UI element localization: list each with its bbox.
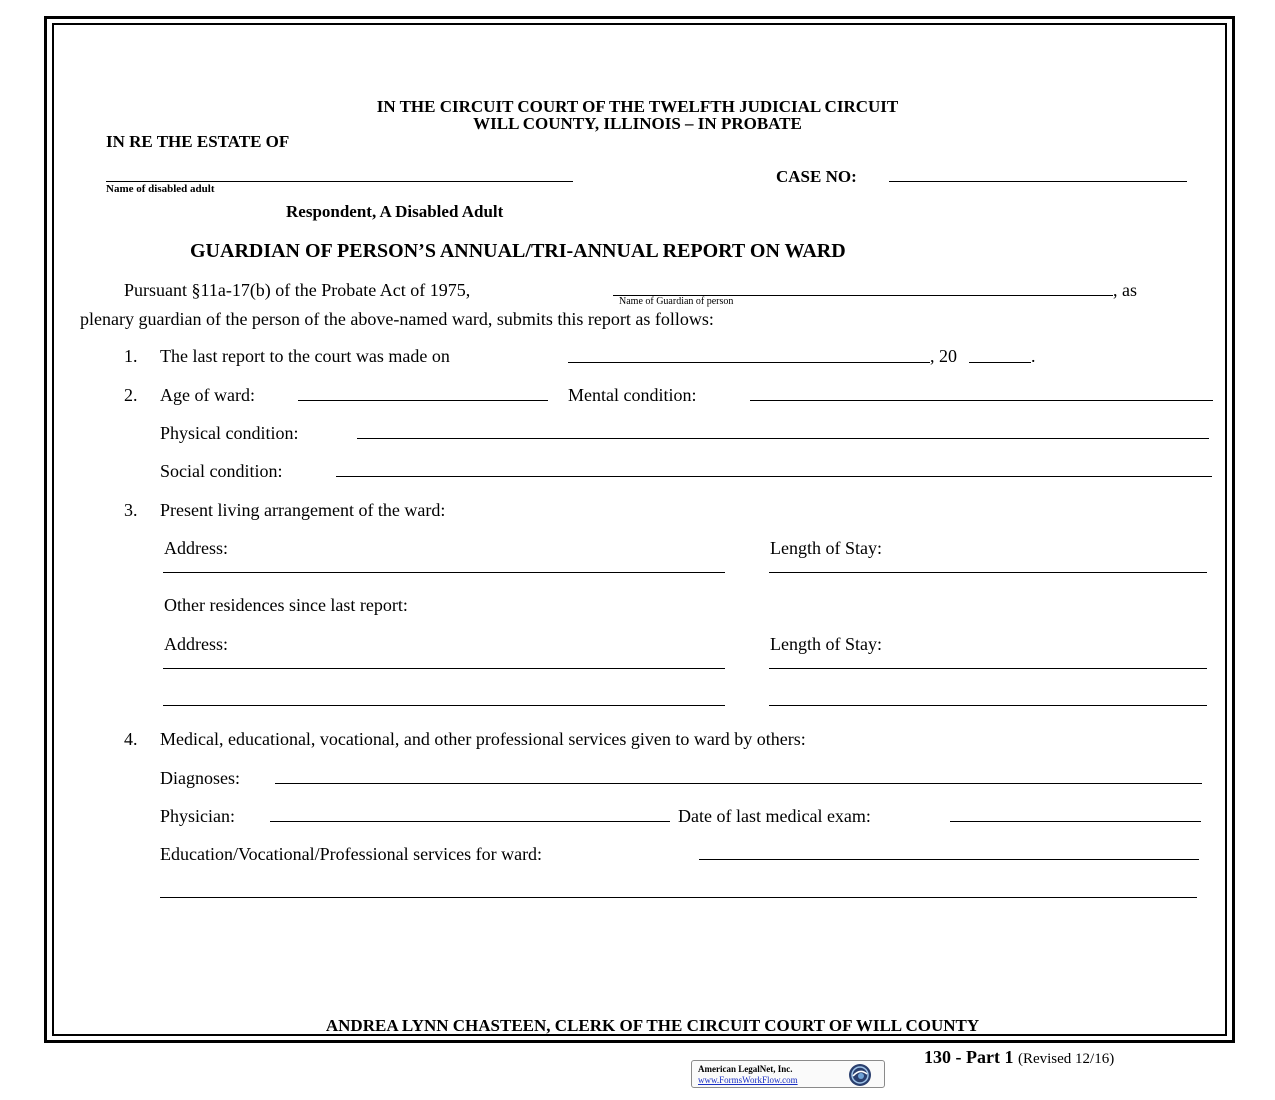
other-residences-label: Other residences since last report: [164, 595, 408, 615]
item-3-number: 3. [124, 500, 138, 520]
length-of-stay-label-2: Length of Stay: [770, 634, 882, 654]
intro-as: , as [1113, 280, 1137, 300]
mental-line[interactable] [750, 400, 1213, 401]
respondent-label: Respondent, A Disabled Adult [286, 202, 504, 221]
last-report-label: The last report to the court was made on [160, 346, 450, 366]
length-of-stay-line-3[interactable] [769, 705, 1207, 706]
age-label: Age of ward: [160, 385, 255, 405]
medical-services-label: Medical, educational, vocational, and other professional services given to ward by others: [160, 729, 806, 749]
length-of-stay-line-2[interactable] [769, 668, 1207, 669]
length-of-stay-line-1[interactable] [769, 572, 1207, 573]
year-prefix: , 20 [930, 346, 957, 366]
item-1-number: 1. [124, 346, 138, 366]
length-of-stay-label-1: Length of Stay: [770, 538, 882, 558]
form-number: 130 - Part 1 [924, 1047, 1014, 1067]
education-services-line-2[interactable] [160, 897, 1197, 898]
logo-url-link[interactable]: www.FormsWorkFlow.com [698, 1075, 798, 1085]
logo-company-name: American LegalNet, Inc. [698, 1064, 793, 1074]
disabled-adult-name-line[interactable] [106, 181, 573, 182]
page-border-inner [52, 23, 1227, 1036]
medical-exam-line[interactable] [950, 821, 1201, 822]
physical-line[interactable] [357, 438, 1209, 439]
intro-line2: plenary guardian of the person of the above-named ward, submits this report as follows: [80, 309, 714, 329]
address-line-3[interactable] [163, 705, 725, 706]
address-line-1[interactable] [163, 572, 725, 573]
address-label-1: Address: [164, 538, 228, 558]
disabled-adult-name-caption: Name of disabled adult [106, 183, 215, 195]
revised-date: (Revised 12/16) [1017, 1051, 1115, 1067]
address-label-2: Address: [164, 634, 228, 654]
address-line-2[interactable] [163, 668, 725, 669]
globe-icon [848, 1063, 872, 1087]
item-2-number: 2. [124, 385, 138, 405]
court-heading-line1: IN THE CIRCUIT COURT OF THE TWELFTH JUDICIAL CIRCUIT [376, 97, 899, 116]
american-legalnet-logo[interactable] [691, 1060, 885, 1088]
case-no-line[interactable] [889, 181, 1187, 182]
intro-pursuant: Pursuant §11a-17(b) of the Probate Act of 1975, [124, 280, 471, 300]
diagnoses-label: Diagnoses: [160, 768, 240, 788]
education-services-label: Education/Vocational/Professional services for ward: [160, 844, 543, 864]
physician-line[interactable] [270, 821, 670, 822]
item-1-period: . [1031, 346, 1036, 366]
education-services-line-1[interactable] [699, 859, 1199, 860]
physician-label: Physician: [160, 806, 235, 826]
mental-label: Mental condition: [568, 385, 697, 405]
year-line[interactable] [969, 362, 1031, 363]
medical-exam-label: Date of last medical exam: [678, 806, 871, 826]
social-line[interactable] [336, 476, 1212, 477]
social-label: Social condition: [160, 461, 283, 481]
case-no-label: CASE NO: [776, 167, 857, 186]
item-4-number: 4. [124, 729, 138, 749]
form-number-block [924, 1048, 1114, 1067]
report-title: GUARDIAN OF PERSON’S ANNUAL/TRI-ANNUAL REPORT ON WARD [190, 240, 846, 262]
in-re-label: IN RE THE ESTATE OF [106, 132, 290, 151]
guardian-name-caption: Name of Guardian of person [619, 296, 734, 307]
clerk-footer: ANDREA LYNN CHASTEEN, CLERK OF THE CIRCUIT COURT OF WILL COUNTY [325, 1016, 980, 1035]
diagnoses-line[interactable] [275, 783, 1202, 784]
court-heading-line2: WILL COUNTY, ILLINOIS – IN PROBATE [473, 114, 802, 133]
living-arrangement-label: Present living arrangement of the ward: [160, 500, 446, 520]
age-line[interactable] [298, 400, 548, 401]
physical-label: Physical condition: [160, 423, 299, 443]
last-report-date-line[interactable] [568, 362, 930, 363]
